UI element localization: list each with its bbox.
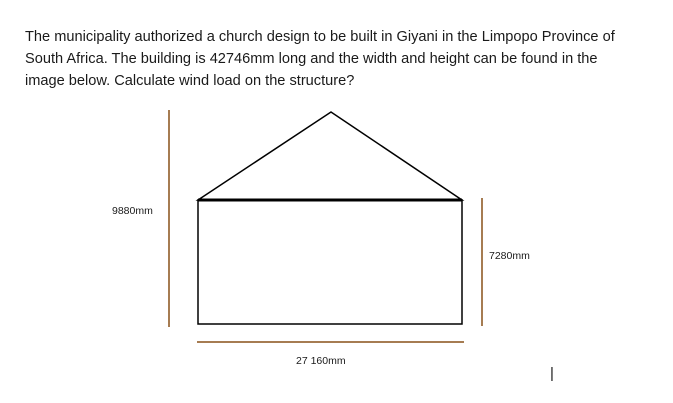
question-line-1: The municipality authorized a church design to be built in Giyani in the Limpopo Province of (25, 29, 615, 45)
total-height-label: 9880mm (112, 205, 153, 217)
wall-rectangle (198, 200, 462, 324)
wall-height-label: 7280mm (489, 250, 530, 262)
question-line-3: image below. Calculate wind load on the structure? (25, 73, 355, 89)
question-line-2: South Africa. The building is 42746mm long and the width and height can be found in the (25, 51, 598, 67)
width-label: 27 160mm (296, 355, 346, 367)
roof-triangle (198, 112, 462, 200)
text-cursor: | (550, 365, 554, 382)
